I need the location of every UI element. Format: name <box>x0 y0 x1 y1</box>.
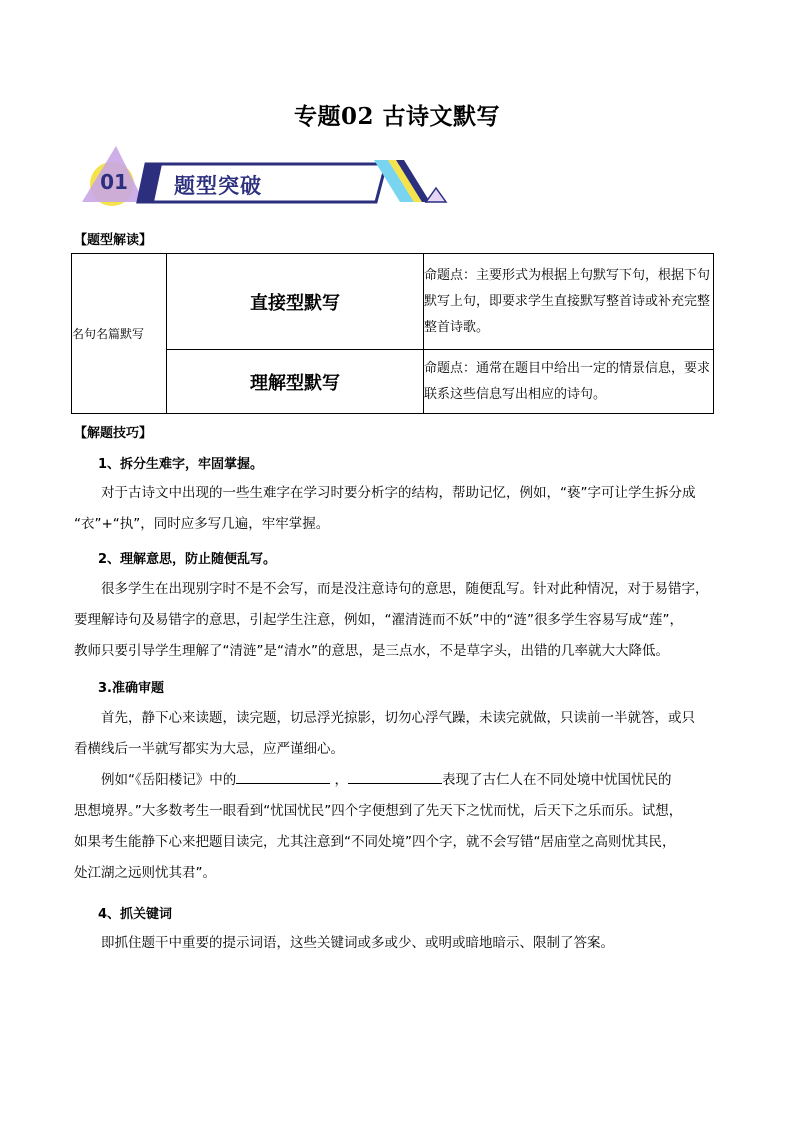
paragraph-line: 看横线后一半就写都实为大忌，应严谨细心。 <box>74 741 344 757</box>
paragraph-line: 要理解诗句及易错字的意思，引起学生注意，例如，“濯清涟而不妖”中的“涟”很多学生容易写成“莲”， <box>74 612 683 628</box>
table-category-cell: 名句名篇默写 <box>72 254 167 414</box>
table-desc-cell: 命题点：主要形式为根据上句默写下句，根据下句默写上句，即要求学生直接默写整首诗或补充完整整首诗歌。 <box>424 254 714 350</box>
tip-heading: 4、抓关键词 <box>98 907 173 922</box>
section-banner <box>76 146 448 208</box>
fill-blank <box>236 769 330 784</box>
banner-number: 01 <box>100 170 128 194</box>
tip-heading: 1、拆分生难字，牢固掌握。 <box>98 457 264 472</box>
paragraph-line: 思想境界。”大多数考生一眼看到“忧国忧民”四个字便想到了先天下之忧而忧，后天下之乐而乐。试想， <box>74 803 683 819</box>
page-title: 专题02 古诗文默写 <box>293 103 500 130</box>
table-row <box>72 350 714 414</box>
table-type-cell: 理解型默写 <box>167 350 424 414</box>
paragraph-line: 如果考生能静下心来把题目读完，尤其注意到“不同处境”四个字，就不会写错“居庙堂之高则忧其民， <box>74 834 676 850</box>
paragraph-line: 很多学生在出现别字时不是不会写，而是没注意诗句的意思，随便乱写。针对此种情况，对于易错字， <box>101 581 709 597</box>
paragraph-line: 处江湖之远则忧其君”。 <box>74 865 216 881</box>
question-type-table <box>71 253 714 414</box>
table-desc-cell: 命题点：通常在题目中给出一定的情景信息，要求联系这些信息写出相应的诗句。 <box>424 350 714 414</box>
paragraph-line: 即抓住题干中重要的提示词语，这些关键词或多或少、或明或暗地暗示、限制了答案。 <box>101 935 614 951</box>
table-type-cell: 直接型默写 <box>167 254 424 350</box>
paragraph-line: “衣”+“执”，同时应多写几遍，牢牢掌握。 <box>74 516 330 532</box>
paragraph-line: 例如“《岳阳楼记》中的 ， 表现了古仁人在不同处境中忧国忧民的 <box>74 765 726 796</box>
banner-small-triangle <box>426 188 446 202</box>
tip-paragraph <box>74 574 726 667</box>
paragraph-line: 首先，静下心来读题，读完题，切忌浮光掠影，切勿心浮气躁，未读完就做，只读前一半就答，或只 <box>101 710 695 726</box>
tip-paragraph <box>74 928 726 959</box>
tip-paragraph <box>74 478 726 540</box>
section-label-tips: 【解题技巧】 <box>74 426 153 441</box>
paragraph-line: 教师只要引导学生理解了“清涟”是“清水”的意思，是三点水，不是草字头，出错的几率就大大降低。 <box>74 643 669 659</box>
tip-heading: 3.准确审题 <box>98 681 164 696</box>
paragraph-line: 对于古诗文中出现的一些生难字在学习时要分析字的结构，帮助记忆，例如，“亵”字可让学生拆分成 <box>101 485 696 501</box>
tip-paragraph <box>74 703 726 889</box>
fill-blank <box>348 769 442 784</box>
banner-label: 题型突破 <box>174 174 262 198</box>
table-row <box>72 254 714 350</box>
section-label-analysis: 【题型解读】 <box>74 233 153 248</box>
tip-heading: 2、理解意思，防止随便乱写。 <box>98 552 277 567</box>
